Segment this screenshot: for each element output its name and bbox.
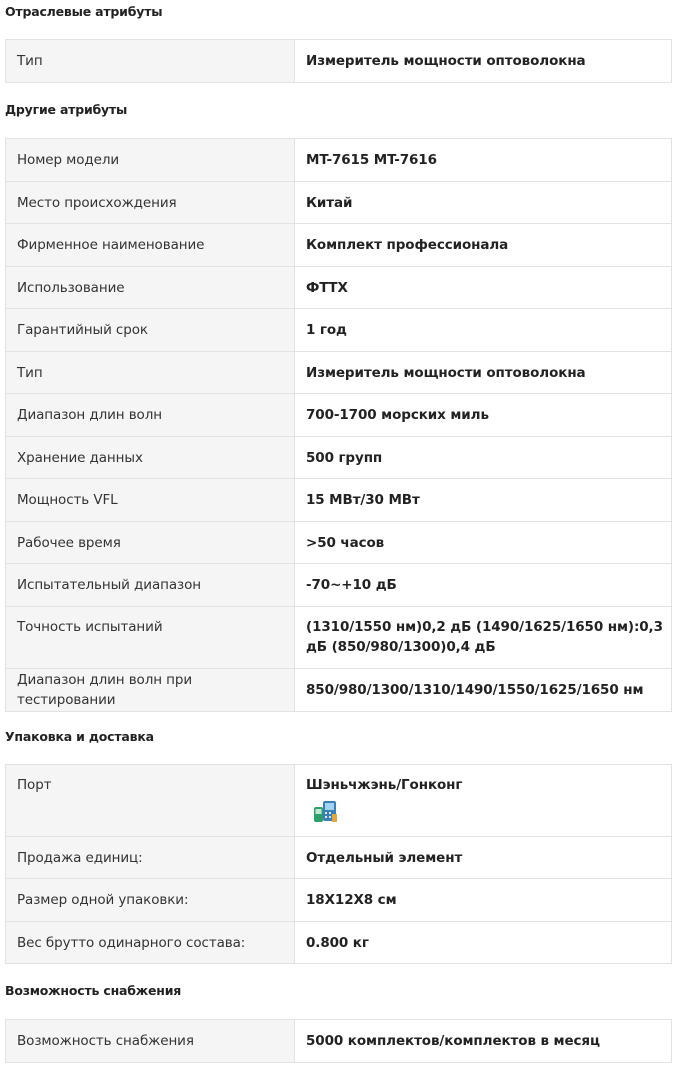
- attribute-label: Рабочее время: [6, 522, 295, 564]
- attribute-value: (1310/1550 нм)0,2 дБ (1490/1625/1650 нм):0,3 дБ (850/980/1300)0,4 дБ: [295, 607, 672, 669]
- table-row: [6, 352, 672, 394]
- industry-attributes-table: [5, 39, 672, 83]
- attribute-value: 850/980/1300/1310/1490/1550/1625/1650 нм: [295, 669, 672, 712]
- attribute-value: -70~+10 дБ: [295, 564, 672, 607]
- attribute-label: Порт: [6, 765, 295, 837]
- attribute-label: Хранение данных: [6, 437, 295, 479]
- attribute-value: >50 часов: [295, 522, 672, 564]
- table-row: [6, 437, 672, 479]
- attribute-value: 700-1700 морских миль: [295, 394, 672, 437]
- attribute-value: 500 групп: [295, 437, 672, 479]
- attribute-label: Мощность VFL: [6, 479, 295, 522]
- attribute-value: Китай: [295, 182, 672, 224]
- table-row: [6, 309, 672, 352]
- attribute-label: Диапазон длин волн при тестировании: [6, 669, 295, 712]
- section-title-other-attributes: Другие атрибуты: [5, 102, 128, 117]
- attribute-label: Тип: [6, 352, 295, 394]
- table-row: [6, 922, 672, 964]
- table-row: [6, 479, 672, 522]
- section-title-packaging-delivery: Упаковка и доставка: [5, 729, 154, 744]
- attribute-value: 5000 комплектов/комплектов в месяц: [295, 1020, 672, 1063]
- table-row: [6, 564, 672, 607]
- table-row: [6, 182, 672, 224]
- table-row: [6, 669, 672, 712]
- attribute-label: Место происхождения: [6, 182, 295, 224]
- attribute-value: 1 год: [295, 309, 672, 352]
- attribute-value: Комплект профессионала: [295, 224, 672, 267]
- other-attributes-table: [5, 138, 672, 712]
- attribute-value: Шэньчжэнь/Гонконг: [306, 777, 463, 793]
- attribute-value: ФТТХ: [295, 267, 672, 309]
- table-row: [6, 607, 672, 669]
- table-row: [6, 139, 672, 182]
- table-row: [6, 267, 672, 309]
- table-row: [6, 394, 672, 437]
- attribute-value: 15 МВт/30 МВт: [295, 479, 672, 522]
- attribute-label: Точность испытаний: [6, 607, 295, 669]
- attribute-value: Отдельный элемент: [295, 837, 672, 879]
- attribute-label: Гарантийный срок: [6, 309, 295, 352]
- table-row: [6, 837, 672, 879]
- product-thumbnail-icon: [312, 800, 338, 824]
- table-row: [6, 765, 672, 837]
- attribute-value: 18X12X8 см: [295, 879, 672, 922]
- attribute-value: 0.800 кг: [295, 922, 672, 964]
- attribute-label: Испытательный диапазон: [6, 564, 295, 607]
- table-row: [6, 40, 672, 83]
- packaging-delivery-table: [5, 764, 672, 964]
- section-title-industry-attributes: Отраслевые атрибуты: [5, 4, 163, 19]
- attribute-label: Диапазон длин волн: [6, 394, 295, 437]
- attribute-label: Размер одной упаковки:: [6, 879, 295, 922]
- attribute-value: MT-7615 MT-7616: [295, 139, 672, 182]
- attribute-label: Возможность снабжения: [6, 1020, 295, 1063]
- table-row: [6, 879, 672, 922]
- attribute-value-cell: [295, 765, 672, 837]
- supply-ability-table: [5, 1019, 672, 1063]
- attribute-label: Фирменное наименование: [6, 224, 295, 267]
- attribute-label: Вес брутто одинарного состава:: [6, 922, 295, 964]
- table-row: [6, 1020, 672, 1063]
- attribute-label: Продажа единиц:: [6, 837, 295, 879]
- attribute-label: Тип: [6, 40, 295, 83]
- section-title-supply-ability: Возможность снабжения: [5, 983, 182, 998]
- attribute-value: Измеритель мощности оптоволокна: [295, 352, 672, 394]
- table-row: [6, 224, 672, 267]
- table-row: [6, 522, 672, 564]
- attribute-label: Использование: [6, 267, 295, 309]
- attribute-value: Измеритель мощности оптоволокна: [295, 40, 672, 83]
- attribute-label: Номер модели: [6, 139, 295, 182]
